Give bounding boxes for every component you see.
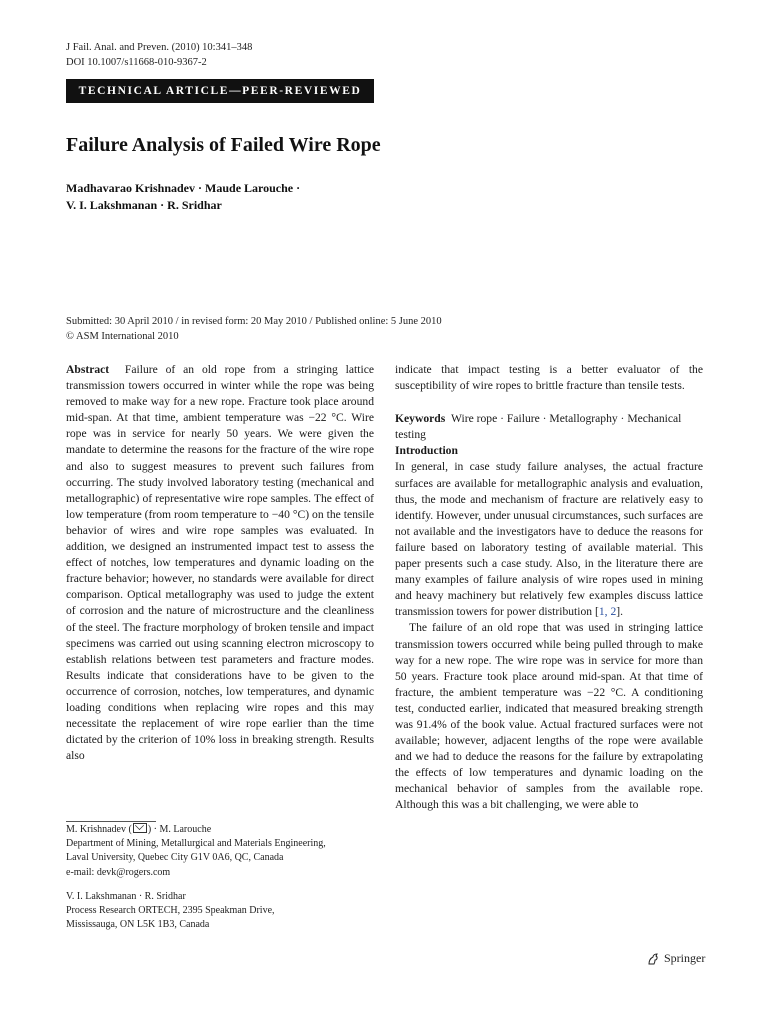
article-title: Failure Analysis of Failed Wire Rope — [66, 134, 381, 156]
journal-citation: J Fail. Anal. and Preven. (2010) 10:341–348 — [66, 42, 253, 53]
author-list — [66, 180, 300, 214]
abstract-label: Abstract — [66, 363, 110, 376]
envelope-icon[interactable] — [133, 823, 147, 833]
introduction-heading: Introduction — [395, 444, 458, 458]
keywords — [395, 411, 703, 443]
journal-doi[interactable]: DOI 10.1007/s11668-010-9367-2 — [66, 57, 207, 68]
keywords-text: Wire rope · Failure · Metallography · Mechanical testing — [395, 412, 682, 442]
affiliations — [66, 823, 374, 942]
authors-line-1: Madhavarao Krishnadev · Maude Larouche · — [66, 181, 301, 195]
left-column — [66, 362, 374, 764]
publisher-name: Springer — [664, 951, 706, 965]
abstract-text: Failure of an old rope from a stringing lattice transmission towers occurred in winter while the rope was being removed to make way for a new rope. Fracture took place around mid-span. At that time, ambient temperature was −22 °C. Wire rope was in service for nearly 50 years. We were given the mandate to determine the reasons for the fracture of the wire rope and also to suggest measures to prevent such failures from occurring. The study involved laboratory testing (mechanical and metallographic) of representative wire rope samples. The effect of low temperature (from room temperature to −40 °C) on the tensile behavior of wires and wire rope samples was evaluated. In addition, we designed an instrumented impact test to assess the effect of notches, low temperatures and dynamic loading on the fracture behavior; however, no standards were available for direct comparison. Optical metallography was used to judge the extent of corrosion and the nature of microstructure and the cleanliness of the steel. The fracture morphology of broken tensile and impact specimens was carried out using scanning electron microscopy to establish relations between test parameters and fracture modes. Results indicate that considerations have to be given to the occurrence of corrosion, notches, low temperatures, and dynamic loading conditions when replacing wire ropes and this may necessitate the replacement of wire rope earlier than the time dictated by the criterion of 10% loss in breaking strength. Results also — [66, 363, 374, 763]
introduction-paragraph-1: In general, in case study failure analyses, the actual fracture surfaces are available for metallographic analysis and evaluation, thus, the mode and mechanism of fracture are relatively easy to identify. However, under unusual circumstances, such surfaces are not available and the investigators have to deduce the reasons for failure based on laboratory testing of available material. This paper presents such a case study. Also, in the literature there are many examples of failure analysis of wire ropes used in mining and heavy machinery but relatively few examples discuss lattice transmission towers for power distribution [1, 2]. — [395, 460, 703, 619]
journal-header — [66, 40, 252, 70]
affiliation-2: V. I. Lakshmanan · R. Sridhar Process Research ORTECH, 2395 Speakman Drive, Mississauga, ON L5K 1B3, Canada — [66, 890, 275, 931]
abstract — [66, 362, 374, 764]
publisher-logo — [646, 951, 705, 966]
keywords-label: Keywords — [395, 412, 446, 426]
author-email[interactable]: e-mail: devk@rogers.com — [66, 866, 171, 878]
publication-dates — [66, 314, 442, 344]
abstract-continuation: indicate that impact testing is a better evaluator of the susceptibility of wire ropes to brittle fracture than tensile tests. — [395, 363, 703, 393]
reference-link[interactable]: 1, 2 — [598, 605, 617, 619]
footnote-rule — [66, 821, 156, 822]
copyright-line: © ASM International 2010 — [66, 331, 179, 342]
springer-horse-icon — [646, 952, 660, 966]
affiliation-1: M. Krishnadev ( ) · M. Larouche Department of Mining, Metallurgical and Materials Engineering, Laval University, Quebec City G1V 0A6, QC, Canada e-mail: devk@rogers.com — [66, 824, 326, 878]
dates-line: Submitted: 30 April 2010 / in revised form: 20 May 2010 / Published online: 5 June 2010 — [66, 316, 442, 327]
right-column — [395, 362, 703, 814]
authors-line-2: V. I. Lakshmanan · R. Sridhar — [66, 198, 222, 212]
article-type-banner: TECHNICAL ARTICLE—PEER-REVIEWED — [66, 79, 374, 103]
introduction-paragraph-2: The failure of an old rope that was used in stringing lattice transmission towers occurred while being pulled through to make way for a new rope. The wire rope was in service for more than 50 years. Fracture took place around mid-span. At that time of fracture, the ambient temperature was −22 °C. A conditioning test, conducted earlier, indicated that measured breaking strength was 91.4% of the book value. Actual fractured surfaces were not available; however, adjacent lengths of the rope were available and we had to deduce the reasons for the failure by extrapolating the effects of low temperatures and dynamic loading on the mechanical behavior of samples from the available rope. Although this was a bit challenging, we were able to — [395, 621, 703, 812]
